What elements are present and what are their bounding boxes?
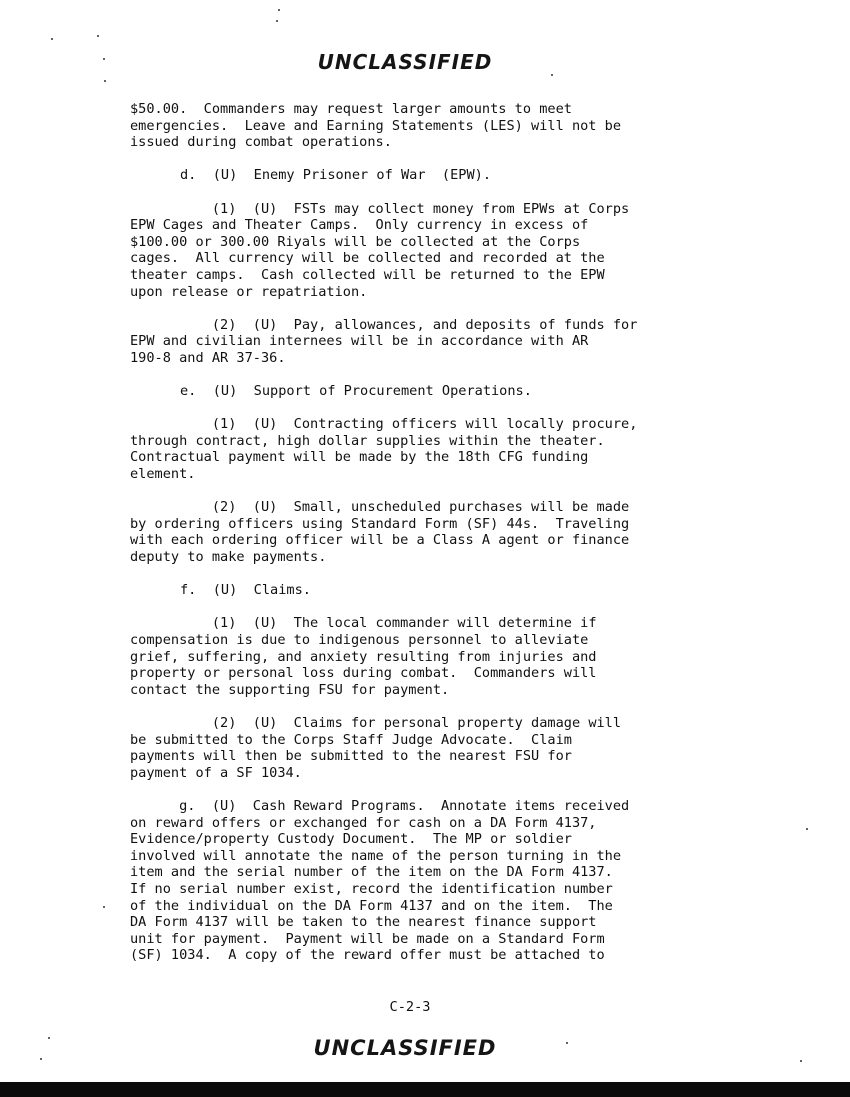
section-heading-claims: f. (U) Claims. <box>180 582 311 599</box>
scan-border <box>0 1082 850 1097</box>
scan-speck <box>40 1058 42 1060</box>
paragraph-claims-2: (2) (U) Claims for personal property damage will be submitted to the Corps Staff Judge Advocate. Claim payments will then be submitted to the nearest FSU for payment of a SF 1034. <box>130 714 622 781</box>
section-heading-procurement: e. (U) Support of Procurement Operations. <box>180 383 532 400</box>
paragraph-procurement-2: (2) (U) Small, unscheduled purchases will be made by ordering officers using Standard Form (SF) 44s. Traveling with each ordering officer will be a Class A agent or finance deputy to make payments. <box>130 499 630 566</box>
scan-speck <box>276 20 278 22</box>
page-number: C-2-3 <box>389 999 431 1015</box>
paragraph-cash-limit: $50.00. Commanders may request larger amounts to meet emergencies. Leave and Earning Statements (LES) will not be issued during combat operations. <box>130 101 622 151</box>
classification-header: UNCLASSIFIED <box>317 50 493 74</box>
scan-speck <box>566 1042 568 1044</box>
classification-footer: UNCLASSIFIED <box>313 1036 497 1060</box>
scan-speck <box>97 35 99 37</box>
scan-speck <box>48 1037 50 1039</box>
section-heading-epw: d. (U) Enemy Prisoner of War (EPW). <box>180 167 491 184</box>
paragraph-cash-reward: g. (U) Cash Reward Programs. Annotate items received on reward offers or exchanged for cash on a DA Form 4137, Evidence/property Custody Document. The MP or soldier involved will annotate the name of the person turning in the item and the serial number of the item on the DA Form 4137. If no serial number exist, record the identification number of the individual on the DA Form 4137 and on the item. The DA Form 4137 will be taken to the nearest finance support unit for payment. Payment will be made on a Standard Form (SF) 1034. A copy of the reward offer must be attached to <box>130 797 630 964</box>
paragraph-epw-2: (2) (U) Pay, allowances, and deposits of funds for EPW and civilian internees will be in accordance with AR 190-8 and AR 37-36. <box>130 316 638 366</box>
scan-speck <box>103 906 105 908</box>
scan-speck <box>51 38 53 40</box>
scan-speck <box>104 80 106 82</box>
scan-speck <box>278 9 280 11</box>
scan-speck <box>806 828 808 830</box>
scan-speck <box>103 58 105 60</box>
scan-speck <box>800 1060 802 1062</box>
paragraph-claims-1: (1) (U) The local commander will determine if compensation is due to indigenous personnel to alleviate grief, suffering, and anxiety resulting from injuries and property or personal loss during combat. Commanders will contact the supporting FSU for payment. <box>130 615 597 698</box>
paragraph-procurement-1: (1) (U) Contracting officers will locally procure, through contract, high dollar supplies within the theater. Contractual payment will be made by the 18th CFG funding element. <box>130 416 638 483</box>
paragraph-epw-1: (1) (U) FSTs may collect money from EPWs at Corps EPW Cages and Theater Camps. Only currency in excess of $100.00 or 300.00 Riyals will be collected at the Corps cages. All currency will be collected and recorded at the theater camps. Cash collected will be returned to the EPW upon release or repatriation. <box>130 200 630 300</box>
scan-speck <box>551 74 553 76</box>
document-body <box>130 101 770 980</box>
